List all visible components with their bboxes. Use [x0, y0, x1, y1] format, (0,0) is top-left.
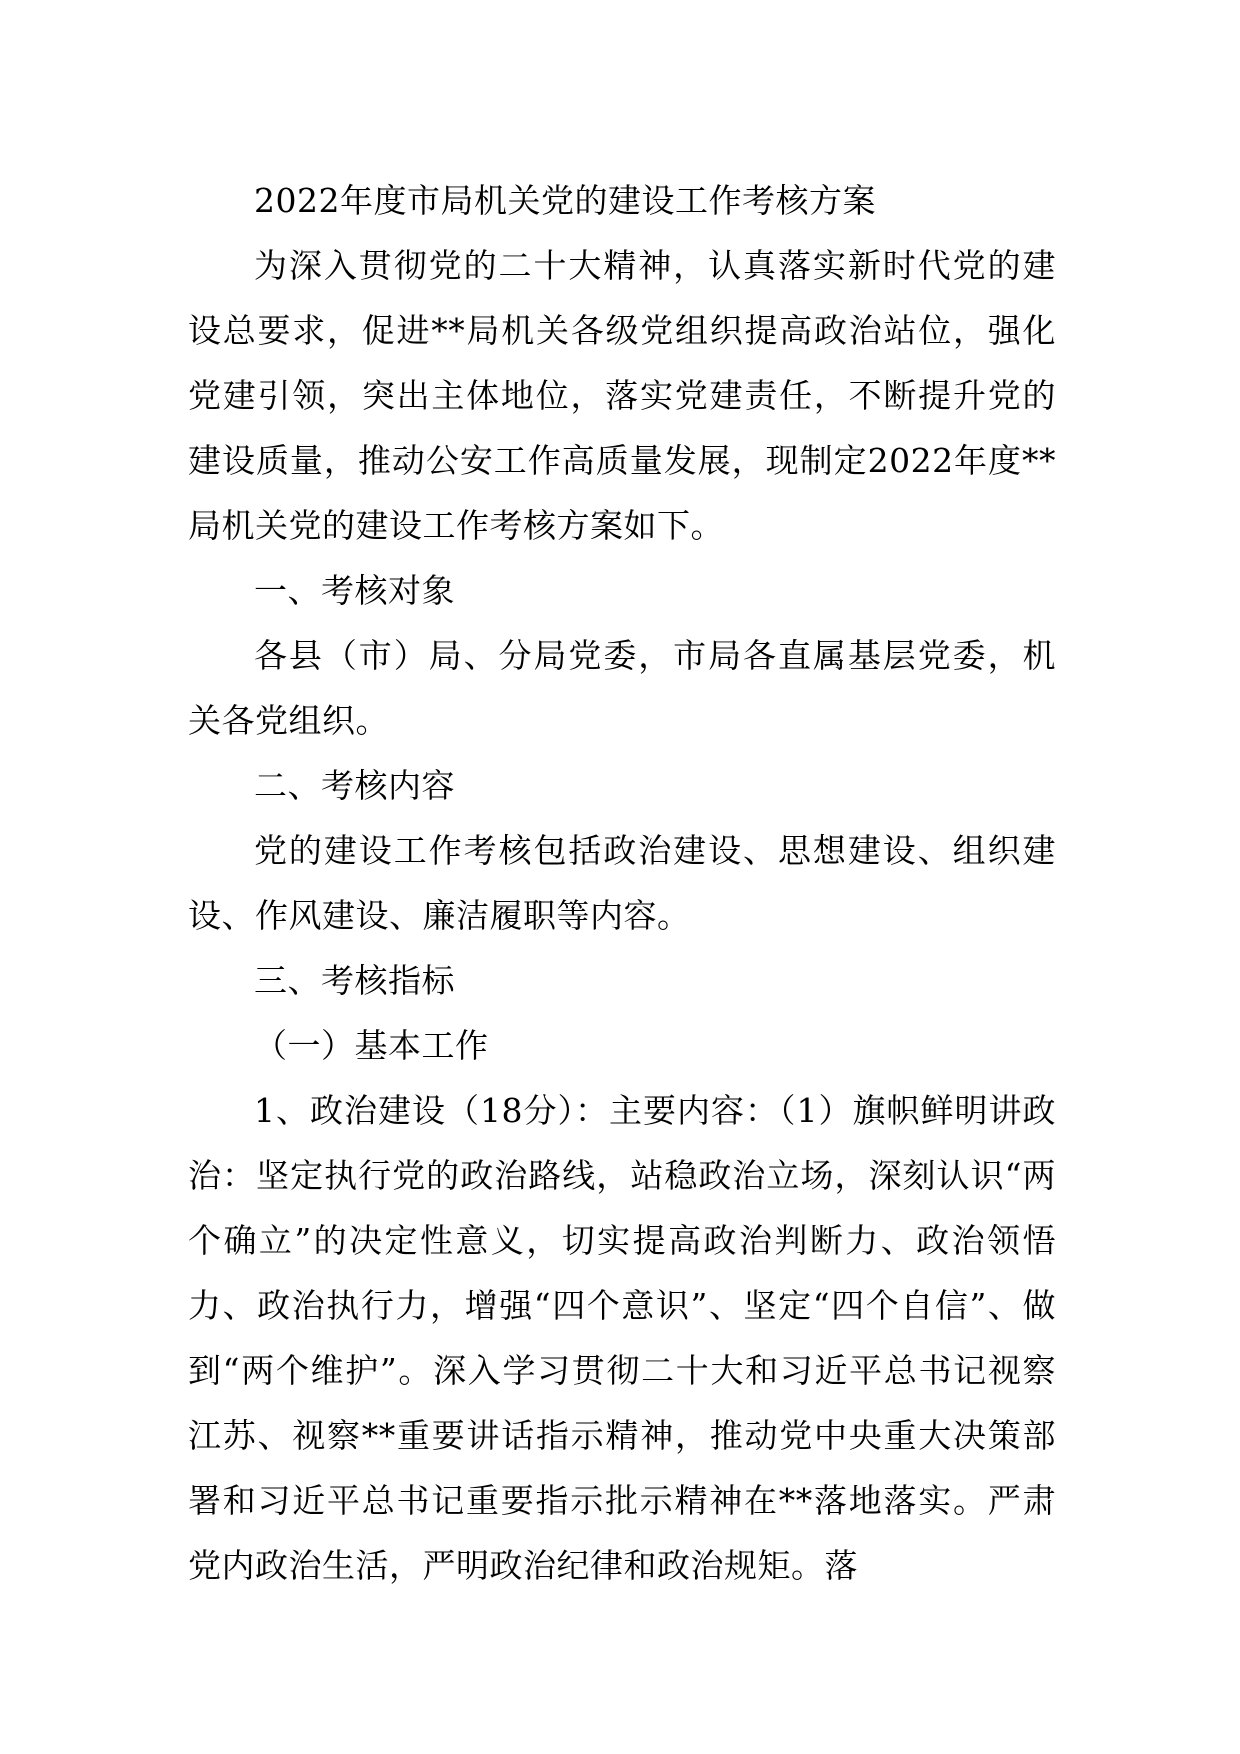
section-heading-1: 一、考核对象: [254, 571, 455, 610]
document-body: [188, 168, 1056, 1598]
section-heading-2: 二、考核内容: [254, 766, 455, 805]
section-body-2: 党的建设工作考核包括政治建设、思想建设、组织建设、作风建设、廉洁履职等内容。: [188, 831, 1056, 935]
item-political-construction: 1、政治建设（18分）：主要内容：（1）旗帜鲜明讲政治：坚定执行党的政治路线，站稳政治立场，深刻认识“两个确立”的决定性意义，切实提高政治判断力、政治领悟力、政治执行力，增强“四个意识”、坚定“四个自信”、做到“两个维护”。深入学习贯彻二十大和习近平总书记视察江苏、视察**重要讲话指示精神，推动党中央重大决策部署和习近平总书记重要指示批示精神在**落地落实。严肃党内政治生活，严明政治纪律和政治规矩。落: [188, 1091, 1056, 1585]
section-body-1: 各县（市）局、分局党委，市局各直属基层党委，机关各党组织。: [188, 636, 1056, 740]
section-heading-3: 三、考核指标: [254, 961, 455, 1000]
intro-paragraph: 为深入贯彻党的二十大精神，认真落实新时代党的建设总要求，促进**局机关各级党组织提高政治站位，强化党建引领，突出主体地位，落实党建责任，不断提升党的建设质量，推动公安工作高质量发展，现制定2022年度**局机关党的建设工作考核方案如下。: [188, 246, 1056, 545]
subsection-heading-basic-work: （一）基本工作: [254, 1026, 489, 1065]
document-title: 2022年度市局机关党的建设工作考核方案: [254, 181, 876, 220]
